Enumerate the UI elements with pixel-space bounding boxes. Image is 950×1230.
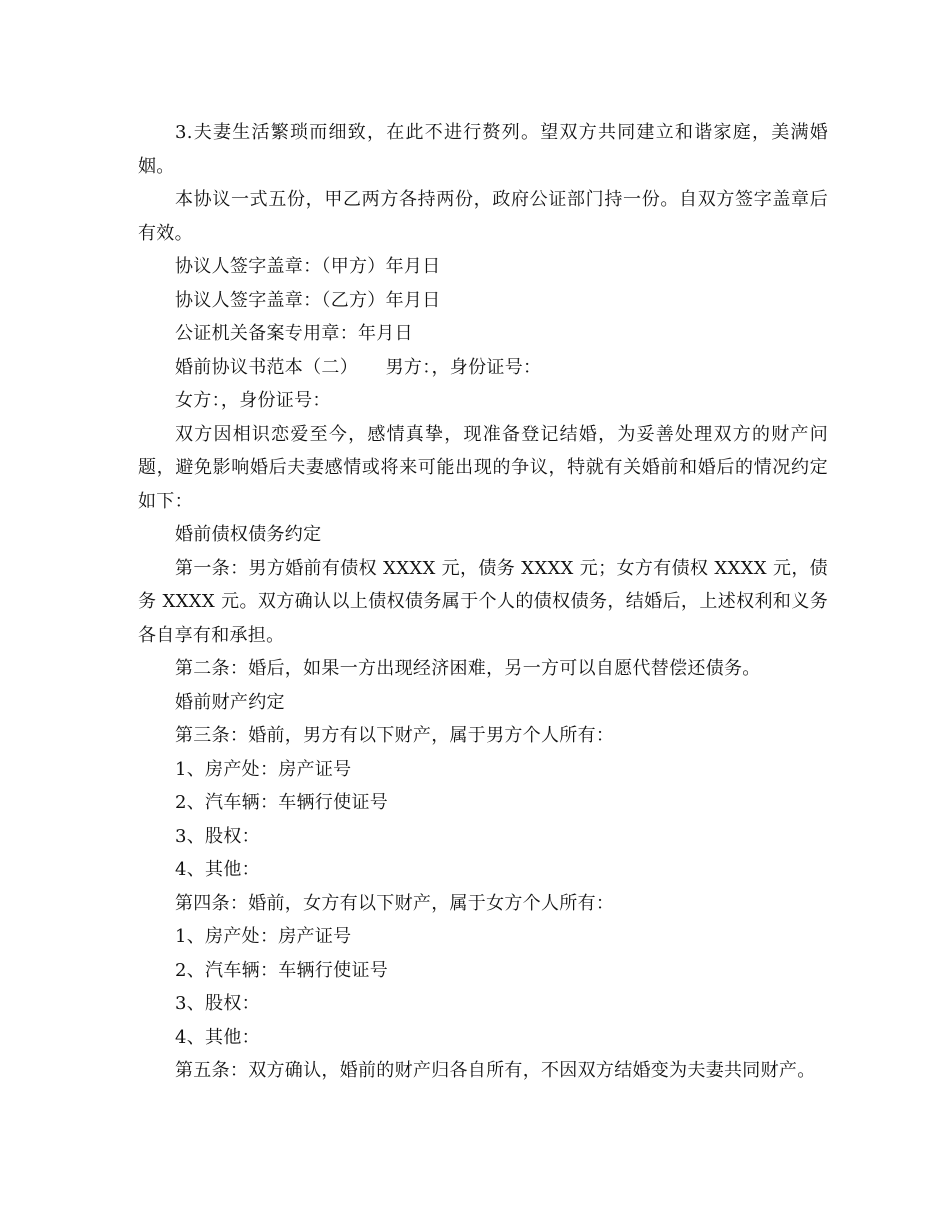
list-item: 2、汽车辆：车辆行使证号	[175, 959, 389, 981]
paragraph-clause-3: 3.夫妻生活繁琐而细致，在此不进行赘列。望双方共同建立和谐家庭，美满婚姻。	[138, 122, 828, 177]
list-item: 1、房产处：房产证号	[175, 926, 352, 947]
document-body	[138, 116, 828, 1088]
signature-line-party-b: 协议人签字盖章：（乙方）年月日	[175, 289, 441, 311]
list-item: 3、股权：	[175, 993, 260, 1014]
paragraph-copies: 本协议一式五份，甲乙两方各持两份，政府公证部门持一份。自双方签字盖章后有效。	[138, 189, 828, 244]
template-title-line: 婚前协议书范本（二） 男方：，身份证号：	[175, 356, 542, 378]
article-4: 第四条：婚前，女方有以下财产，属于女方个人所有：	[175, 892, 615, 914]
article-3: 第三条：婚前，男方有以下财产，属于男方个人所有：	[175, 725, 615, 746]
article-1: 第一条：男方婚前有债权 XXXX 元，债务 XXXX 元；女方有债权 XXXX 元，债务 XXXX 元。双方确认以上债权债务属于个人的债权债务，结婚后，上述权利和义务各自享有和承担。	[138, 557, 828, 646]
list-item: 4、其他：	[175, 859, 260, 880]
list-item: 2、汽车辆：车辆行使证号	[175, 792, 389, 813]
female-party-line: 女方：，身份证号：	[175, 390, 331, 411]
section-heading-property: 婚前财产约定	[175, 691, 285, 713]
section-heading-debts: 婚前债权债务约定	[175, 524, 322, 545]
list-item: 1、房产处：房产证号	[175, 758, 352, 780]
paragraph-preamble: 双方因相识恋爱至今，感情真挚，现准备登记结婚，为妥善处理双方的财产问题，避免影响婚后夫妻感情或将来可能出现的争议，特就有关婚前和婚后的情况约定如下：	[138, 423, 828, 512]
list-item: 3、股权：	[175, 825, 260, 847]
list-item: 4、其他：	[175, 1026, 260, 1048]
signature-line-party-a: 协议人签字盖章：（甲方）年月日	[175, 256, 441, 277]
article-2: 第二条：婚后，如果一方出现经济困难，另一方可以自愿代替偿还债务。	[175, 658, 761, 679]
article-5: 第五条：双方确认，婚前的财产归各自所有，不因双方结婚变为夫妻共同财产。	[175, 1060, 816, 1081]
notary-seal-line: 公证机关备案专用章：年月日	[175, 323, 413, 344]
